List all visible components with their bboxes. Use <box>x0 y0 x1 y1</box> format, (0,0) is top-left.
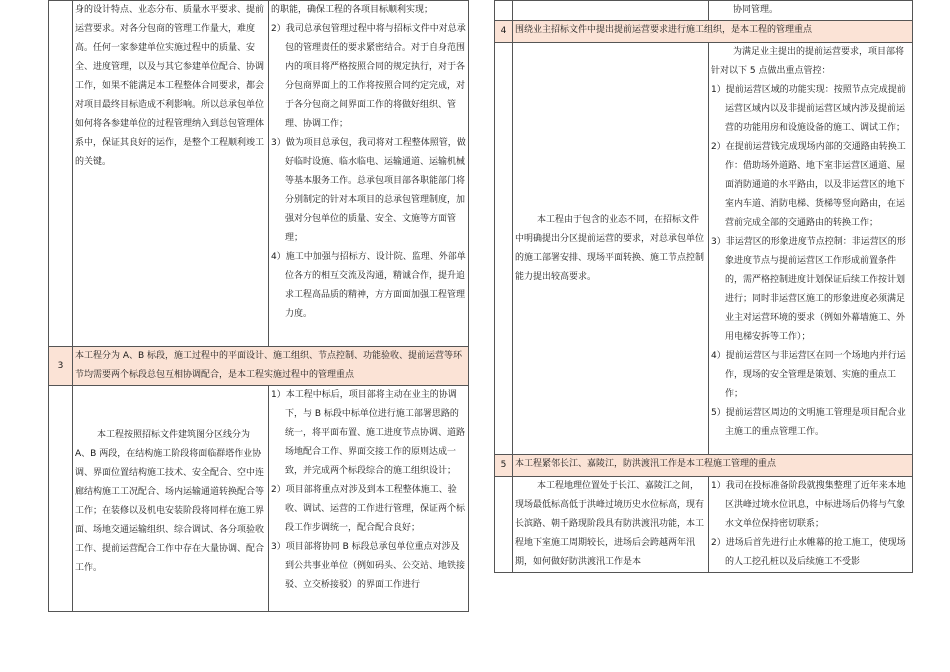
row-number-cell <box>495 1 513 21</box>
list-item: 2）项目部将重点对涉及到本工程整体施工、验收、调试、运营的工作进行管理，保证两个标段工作步调统一，配合配合良好； <box>271 485 466 533</box>
section-number: 3 <box>49 347 73 386</box>
list-item: 3）非运营区的形象进度节点控制：非运营区的形象进度节点与提前运营区工作形成前置条件的，需严格控制进度计划保证后续工作按计划进行；同时非运营区施工的形象进度必须满足业主对运营环境的要求（例如外幕墙施工、外用电梯安拆等工作）； <box>711 237 906 342</box>
measures-cell <box>269 386 469 612</box>
section-header-row <box>495 21 913 43</box>
section-number: 4 <box>495 21 513 43</box>
list-item: 3）项目部将协同 B 标段总承包单位重点对涉及到公共事业单位（例如码头、公交站、地铁接驳、立交桥接驳）的界面工作进行 <box>271 542 466 590</box>
difficulty-text: 本工程地理位置处于长江、嘉陵江之间，现场最低标高低于洪峰过境历史水位标高，现有长滨路、朝千路现阶段具有防洪渡汛功能，本工程地下室施工周期较长，进场后会跨越两年汛期，如何做好防洪渡汛工作是本 <box>515 481 705 567</box>
left-table <box>48 0 469 612</box>
list-item: 2）在提前运营钱完成现场内部的交通路由转换工作：借助场外道路、地下室非运营区通道、屋面消防通道的水平路由，以及非运营区的地下室内车道、消防电梯、货梯等竖向路由，在运营前完成全部的交通路由的转换工作； <box>711 142 906 228</box>
section-title: 本工程分为 A、B 标段，施工过程中的平面设计、施工组织、节点控制、功能验收、提前运营等环节均需要两个标段总包互相协调配合，是本工程实施过程中的管理重点 <box>73 347 469 386</box>
row-number-cell <box>495 43 513 455</box>
measures-cell <box>709 477 913 573</box>
difficulty-text: 身的设计特点、业态分布、质量水平要求、提前运营要求。对各分包商的管理工作量大，难度高。任何一家参建单位实施过程中的质量、安全、进度管理，以及与其它参建单位配合、协调工作，如果不能满足本工程整体合同要求，都会对项目最终目标造成不利影响。所以总承包单位如何将各参建单位的过程管理纳入到总包管理体系中，保证其良好的运作，是整个工程顺利竣工的关键。 <box>75 5 265 167</box>
list-item: 3）做为项目总承包，我司将对工程整体照管，做好临时设施、临水临电、运输通道、运输机械等基本服务工作。总承包项目部各职能部门将分别制定的针对本项目的总承包管理制度，加强对分包单位的质量、安全、文施等方面管理； <box>271 138 466 243</box>
table-row <box>495 477 913 573</box>
right-table <box>494 0 913 573</box>
row-number-cell <box>49 386 73 612</box>
measures-list <box>711 477 910 572</box>
difficulty-description-cell <box>73 386 269 612</box>
table-row <box>495 43 913 455</box>
section-number: 5 <box>495 455 513 477</box>
list-item: 2）我司总承包管理过程中将与招标文件中对总承包的管理责任的要求紧密结合。对于自身范围内的项目将严格按照合同的规定执行，对于各分包商界面上的工作将按照合同约定完成，对于各分包商之间界面工作的将做好组织、管理、协调工作； <box>271 24 466 129</box>
difficulty-description-cell <box>513 477 709 573</box>
measure-intro: 为满足业主提出的提前运营要求，项目部将针对以下 5 点做出重点管控： <box>711 47 905 76</box>
measure-intro: 的职能，确保工程的各项目标顺利实现； <box>271 5 434 15</box>
row-number-cell <box>495 477 513 573</box>
table-row <box>49 386 469 612</box>
list-item: 2）进场后首先进行止水帷幕的抢工施工，使现场的人工挖孔桩以及后续施工不受影 <box>711 538 906 567</box>
list-item: 5）提前运营区周边的文明施工管理是项目配合业主施工的重点管理工作。 <box>711 408 906 437</box>
section-header-row <box>495 455 913 477</box>
table-row <box>495 1 913 21</box>
difficulty-text: 本工程由于包含的业态不同，在招标文件中明确提出分区提前运营的要求，对总承包单位的施工部署安排、现场平面转换、施工节点控制能力提出较高要求。 <box>515 214 705 282</box>
difficulty-text: 本工程按照招标文件建筑图分区线分为 A、B 两段，在结构施工阶段将面临群塔作业协调、界面位置结构施工技术、安全配合、空中连廊结构施工工况配合、场内运输通道转换配合等工作；在装修以及机电安装阶段将同样在施工界面、场地交通运输组织、综合调试、各分项验收工作、提前运营配合工作中存在大量协调、配合工作。 <box>75 430 265 573</box>
list-item: 1）提前运营区域的功能实现：按照节点完成提前运营区域内以及非提前运营区域内涉及提前运营的功能用房和设施设备的施工、调试工作； <box>711 85 906 133</box>
difficulty-description-cell <box>513 1 709 21</box>
measures-cell <box>269 1 469 347</box>
measure-text: 协同管理。 <box>733 5 779 15</box>
measures-list <box>711 81 910 442</box>
section-title: 本工程紧邻长江、嘉陵江，防洪渡汛工作是本工程施工管理的重点 <box>513 455 913 477</box>
difficulty-description-cell <box>73 1 269 347</box>
row-number-cell <box>49 1 73 347</box>
left-page <box>48 0 468 612</box>
list-item: 1）本工程中标后，项目部将主动在业主的协调下，与 B 标段中标单位进行施工部署思路的统一，将平面布置、施工进度节点协调、道路场地配合工作、界面交接工作的原则达成一致，并完成两个标段综合的施工组织设计； <box>271 390 466 476</box>
table-row <box>49 1 469 347</box>
right-page <box>494 0 912 573</box>
measures-cell <box>709 43 913 455</box>
section-header-row <box>49 347 469 386</box>
difficulty-description-cell <box>513 43 709 455</box>
list-item: 1）我司在投标准备阶段就搜集整理了近年来本地区洪峰过境水位讯息，中标进场后仍将与气象水文单位保持密切联系； <box>711 481 906 529</box>
list-item: 4）提前运营区与非运营区在同一个场地内并行运作，现场的安全管理是策划、实施的重点工作； <box>711 351 906 399</box>
measures-cell <box>709 1 913 21</box>
measures-list <box>271 20 466 324</box>
list-item: 4）施工中加强与招标方、设计院、监理、外部单位各方的相互交流及沟通，精诚合作，提升追求工程高品质的精神，方方面面加强工程管理力度。 <box>271 252 466 319</box>
section-title: 围绕业主招标文件中提出提前运营要求进行施工组织，是本工程的管理重点 <box>513 21 913 43</box>
measures-list <box>271 386 466 595</box>
